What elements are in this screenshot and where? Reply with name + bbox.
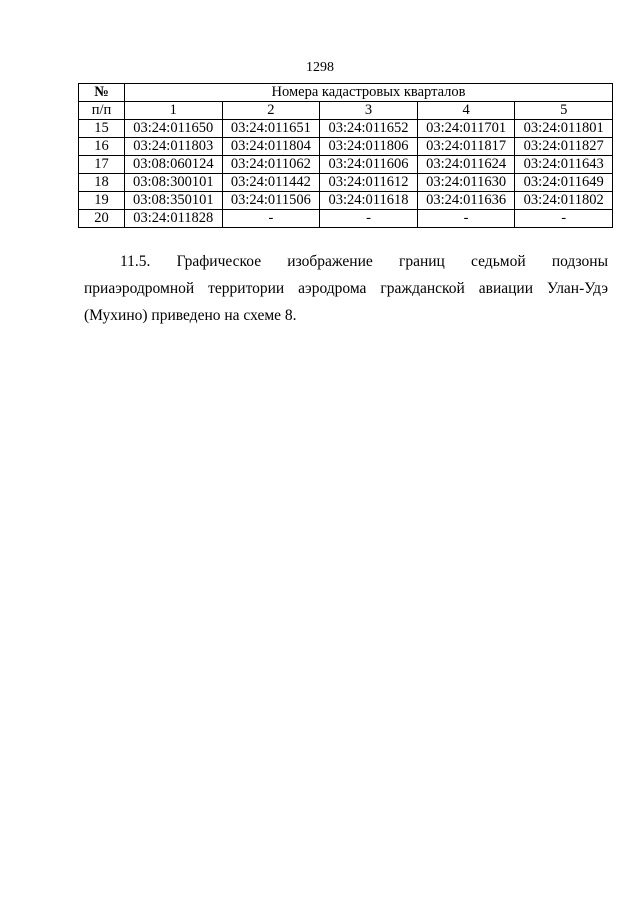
table-cell: 03:24:011606 bbox=[320, 156, 418, 174]
table-cell: 03:24:011650 bbox=[125, 120, 223, 138]
column-header: 1 bbox=[125, 102, 223, 120]
table-cell: 03:24:011701 bbox=[417, 120, 515, 138]
table-cell: 03:08:350101 bbox=[125, 192, 223, 210]
table-cell: - bbox=[320, 210, 418, 228]
table-cell: 03:24:011618 bbox=[320, 192, 418, 210]
row-number: 18 bbox=[79, 174, 125, 192]
number-header-top: № bbox=[79, 84, 125, 102]
row-number: 15 bbox=[79, 120, 125, 138]
table-cell: - bbox=[515, 210, 613, 228]
column-header: 5 bbox=[515, 102, 613, 120]
table-cell: 03:24:011803 bbox=[125, 138, 223, 156]
table-cell: 03:24:011624 bbox=[417, 156, 515, 174]
table-cell: 03:24:011612 bbox=[320, 174, 418, 192]
row-number: 20 bbox=[79, 210, 125, 228]
number-header-bottom: п/п bbox=[79, 102, 125, 120]
table-row bbox=[79, 138, 613, 156]
group-header: Номера кадастровых кварталов bbox=[125, 84, 613, 102]
table-row bbox=[79, 120, 613, 138]
table-cell: 03:24:011804 bbox=[222, 138, 320, 156]
section-paragraph: 11.5. Графическое изображение границ седьмой подзоны приаэродромной территории аэродрома гражданской авиации Улан-Удэ (Мухино) приведено на схеме 8. bbox=[84, 253, 608, 324]
table-cell: 03:24:011643 bbox=[515, 156, 613, 174]
table-cell: 03:24:011652 bbox=[320, 120, 418, 138]
table-cell: 03:24:011802 bbox=[515, 192, 613, 210]
table-cell: 03:08:300101 bbox=[125, 174, 223, 192]
table-cell: 03:24:011062 bbox=[222, 156, 320, 174]
table-cell: - bbox=[222, 210, 320, 228]
table-cell: 03:24:011827 bbox=[515, 138, 613, 156]
table-cell: 03:24:011801 bbox=[515, 120, 613, 138]
table-row bbox=[79, 174, 613, 192]
table-cell: 03:24:011636 bbox=[417, 192, 515, 210]
row-number: 19 bbox=[79, 192, 125, 210]
column-header: 2 bbox=[222, 102, 320, 120]
page-number: 1298 bbox=[306, 60, 334, 75]
table-row bbox=[79, 210, 613, 228]
table-cell: 03:24:011649 bbox=[515, 174, 613, 192]
table-cell: 03:24:011506 bbox=[222, 192, 320, 210]
table-row bbox=[79, 156, 613, 174]
table-cell: 03:24:011442 bbox=[222, 174, 320, 192]
table-cell: 03:24:011817 bbox=[417, 138, 515, 156]
table-cell: 03:08:060124 bbox=[125, 156, 223, 174]
table-cell: 03:24:011828 bbox=[125, 210, 223, 228]
cadastral-quarters-table bbox=[78, 83, 613, 228]
table-cell: 03:24:011651 bbox=[222, 120, 320, 138]
row-number: 16 bbox=[79, 138, 125, 156]
column-header: 3 bbox=[320, 102, 418, 120]
table-cell: - bbox=[417, 210, 515, 228]
table-row bbox=[79, 192, 613, 210]
row-number: 17 bbox=[79, 156, 125, 174]
column-header: 4 bbox=[417, 102, 515, 120]
table-cell: 03:24:011630 bbox=[417, 174, 515, 192]
table-cell: 03:24:011806 bbox=[320, 138, 418, 156]
